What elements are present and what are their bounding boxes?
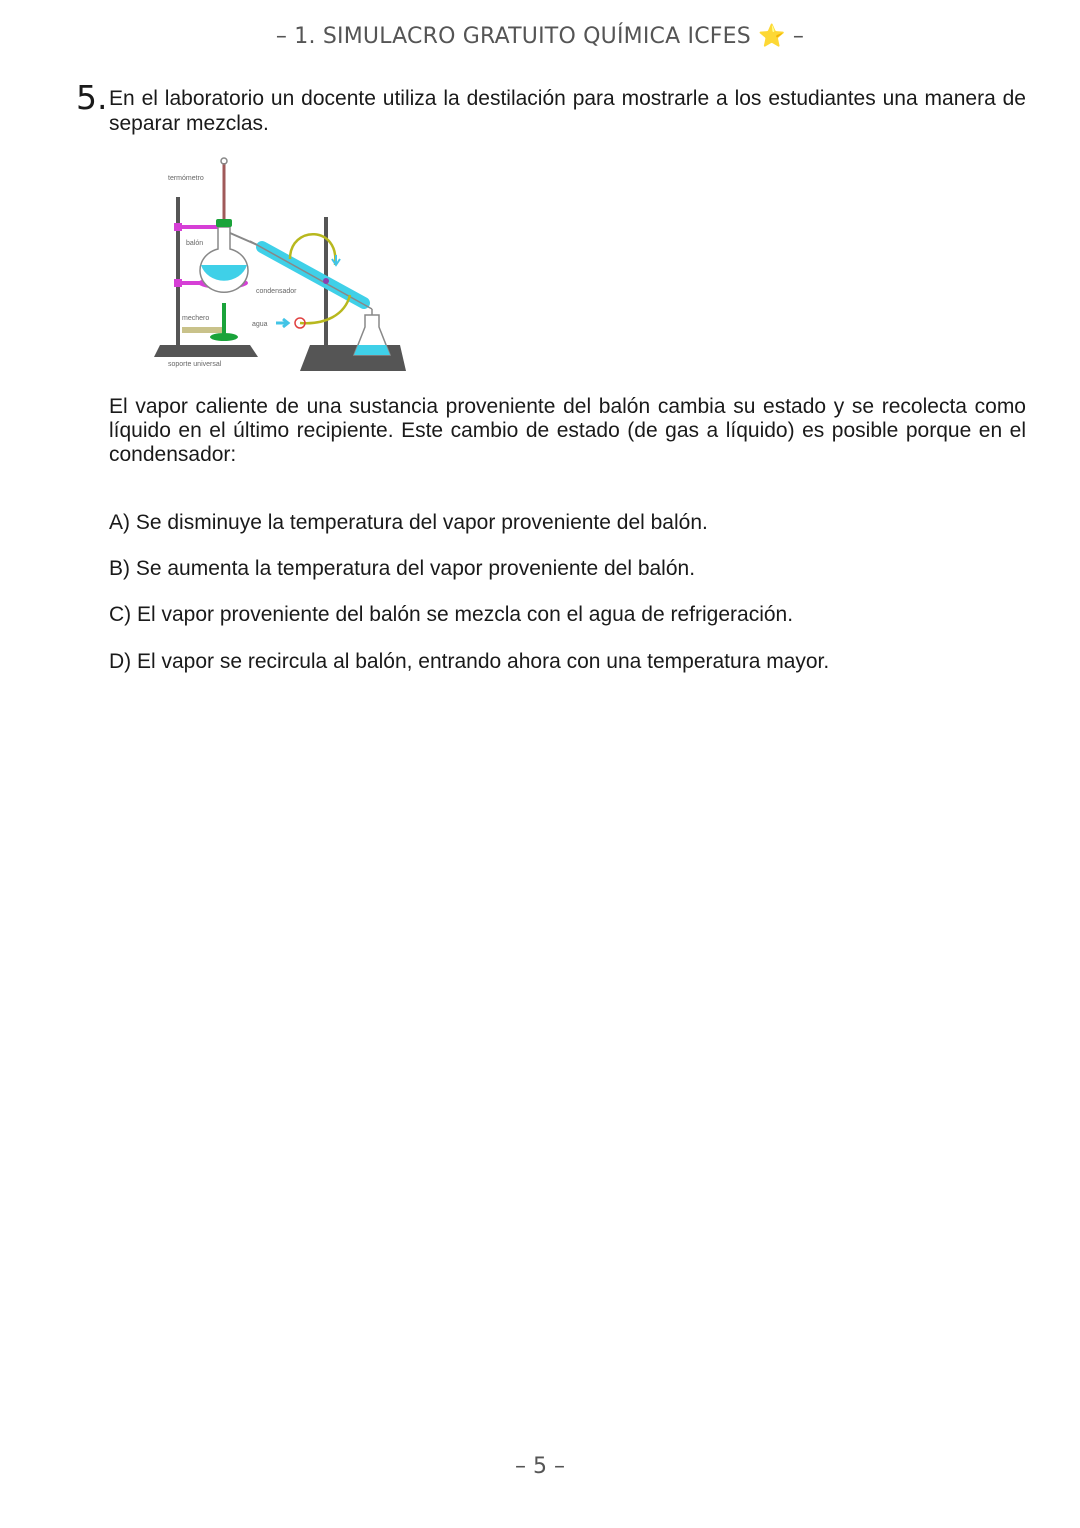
option-b[interactable]: B) Se aumenta la temperatura del vapor proveniente del balón. xyxy=(109,557,696,580)
mechero-box xyxy=(182,327,222,333)
stand-base-right xyxy=(300,345,406,371)
header-title: – 1. SIMULACRO GRATUITO QUÍMICA ICFES xyxy=(275,24,751,49)
question-number: 5. xyxy=(76,78,108,117)
page-number: – 5 – xyxy=(515,1454,565,1479)
label-balon: balón xyxy=(186,240,204,247)
label-termometro: termómetro xyxy=(168,175,204,182)
question-body: El vapor caliente de una sustancia proveniente del balón cambia su estado y se recolecta como líquido en el último recipiente. Este cambio de estado (de gas a líquido) es posible porque en el condensador: xyxy=(109,395,1026,466)
condenser-clamp xyxy=(323,278,329,284)
distillation-diagram xyxy=(150,155,410,375)
option-c[interactable]: C) El vapor proveniente del balón se mezcla con el agua de refrigeración. xyxy=(109,603,794,626)
label-mechero: mechero xyxy=(182,315,210,322)
option-a[interactable]: A) Se disminuye la temperatura del vapor proveniente del balón. xyxy=(109,511,708,534)
flask-stopper xyxy=(216,219,232,227)
water-arrow-down xyxy=(332,255,340,265)
option-d[interactable]: D) El vapor se recircula al balón, entrando ahora con una temperatura mayor. xyxy=(109,650,830,673)
receiving-liquid xyxy=(354,345,390,355)
stand-base-left xyxy=(154,345,258,357)
page-header xyxy=(0,24,1080,49)
label-condensador: condensador xyxy=(256,288,297,295)
star-icon: ⭐ xyxy=(758,24,786,49)
clamp-top-knob xyxy=(174,223,182,231)
agua-arrow-icon xyxy=(276,319,288,327)
answer-options xyxy=(109,510,1026,695)
header-suffix: – xyxy=(792,24,805,49)
label-agua: agua xyxy=(252,321,268,328)
label-soporte: soporte universal xyxy=(168,361,222,368)
burner-base xyxy=(210,333,238,341)
question-stem: En el laboratorio un docente utiliza la destilación para mostrarle a los estudiantes una manera de separar mezclas. xyxy=(109,87,1026,135)
condenser-inner xyxy=(250,241,372,309)
ring-knob xyxy=(174,279,182,287)
